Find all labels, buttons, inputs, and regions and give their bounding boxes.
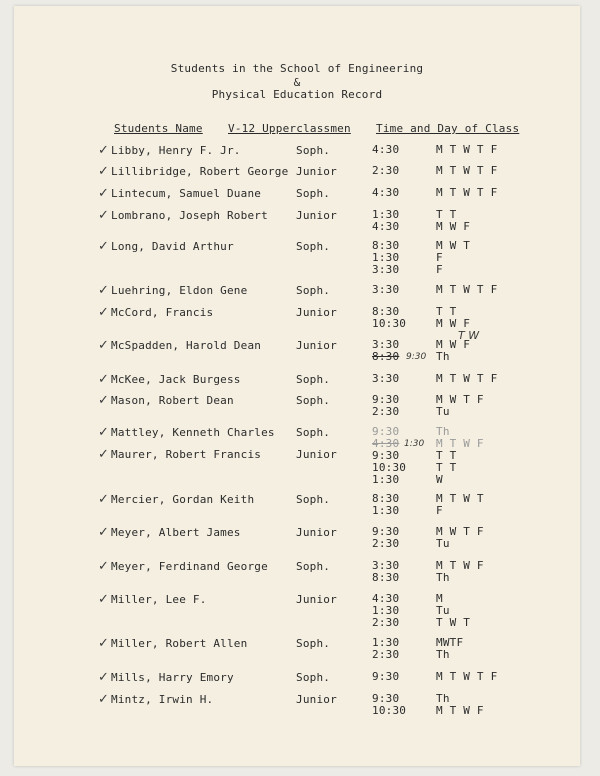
check-mark-icon: ✓ [98,492,109,507]
class-times: 4:30 [372,186,400,199]
check-mark-icon: ✓ [98,239,109,254]
class-days: M T W T F [436,670,498,683]
handwritten-days: T W [458,329,480,342]
class-times: 4:30 [372,143,400,156]
document-page [14,6,580,766]
class-days: T T T T W [436,449,457,486]
class-times: 1:30 4:30 [372,208,400,233]
column-header-class: V-12 Upperclassmen [228,122,351,135]
check-mark-icon: ✓ [98,283,109,298]
check-mark-icon: ✓ [98,143,109,158]
check-mark-icon: ✓ [98,447,109,462]
student-class: Junior [296,339,337,352]
class-days: Th M T W F [436,692,484,717]
class-times: 8:30 1:30 3:30 [372,239,400,276]
class-times: 9:30 2:30 [372,525,400,550]
class-times: 9:30 2:30 [372,393,400,418]
student-name: Lombrano, Joseph Robert [111,209,268,222]
student-name: Mason, Robert Dean [111,394,234,407]
student-name: Meyer, Albert James [111,526,241,539]
class-days: M W F Th [436,338,471,363]
class-days: M W T F Tu [436,525,484,550]
student-name: Libby, Henry F. Jr. [111,144,241,157]
title-line-2: & [293,76,301,89]
student-name: Mercier, Gordan Keith [111,493,255,506]
student-name: Luehring, Eldon Gene [111,284,248,297]
student-class: Soph. [296,373,331,386]
check-mark-icon: ✓ [98,393,109,408]
student-name: Mattley, Kenneth Charles [111,426,275,439]
table-row [14,448,580,488]
student-name: Miller, Lee F. [111,593,207,606]
class-days: M W T F Tu [436,393,484,418]
class-times: 3:30 8:30 [372,559,400,584]
class-times: 4:30 1:30 2:30 [372,592,400,629]
class-times: 9:30 4:30 [372,425,400,450]
student-class: Soph. [296,187,331,200]
class-days: M T W T F [436,372,498,385]
class-times: 3:30 8:30 [372,338,400,363]
check-mark-icon: ✓ [98,372,109,387]
class-times: 9:30 10:30 1:30 [372,449,407,486]
class-days: M T W T F [436,283,498,296]
table-row [14,593,580,633]
student-name: Lintecum, Samuel Duane [111,187,262,200]
student-name: Maurer, Robert Francis [111,448,262,461]
check-mark-icon: ✓ [98,338,109,353]
student-class: Soph. [296,426,331,439]
check-mark-icon: ✓ [98,692,109,707]
student-class: Soph. [296,671,331,684]
student-class: Junior [296,448,337,461]
class-days: M T W T F [436,186,498,199]
student-class: Soph. [296,394,331,407]
class-days: M T W F Th [436,559,484,584]
student-class: Junior [296,693,337,706]
check-mark-icon: ✓ [98,592,109,607]
student-name: McKee, Jack Burgess [111,373,241,386]
class-days: Th M T W F [436,425,484,450]
student-name: Miller, Robert Allen [111,637,248,650]
check-mark-icon: ✓ [98,425,109,440]
column-header-name: Students Name [114,122,203,135]
class-times: 9:30 10:30 [372,692,407,717]
student-class: Soph. [296,240,331,253]
class-days: T T M W F [436,208,471,233]
check-mark-icon: ✓ [98,670,109,685]
student-class: Soph. [296,637,331,650]
check-mark-icon: ✓ [98,525,109,540]
handwritten-time: 9:30 [406,352,427,362]
class-times: 1:30 2:30 [372,636,400,661]
student-name: Meyer, Ferdinand George [111,560,268,573]
check-mark-icon: ✓ [98,164,109,179]
student-class: Soph. [296,560,331,573]
student-name: Mills, Harry Emory [111,671,234,684]
student-class: Junior [296,593,337,606]
student-class: Junior [296,306,337,319]
class-days: M T W T F [436,492,484,517]
student-class: Soph. [296,144,331,157]
class-days: T T M W F [436,305,471,330]
class-times: 2:30 [372,164,400,177]
class-times: 9:30 [372,670,400,683]
student-name: Long, David Arthur [111,240,234,253]
check-mark-icon: ✓ [98,636,109,651]
class-times: 8:30 1:30 [372,492,400,517]
student-class: Junior [296,165,337,178]
class-times: 3:30 [372,372,400,385]
check-mark-icon: ✓ [98,305,109,320]
check-mark-icon: ✓ [98,208,109,223]
class-times: 8:30 10:30 [372,305,407,330]
class-days: M Tu T W T [436,592,471,629]
column-header-time-day: Time and Day of Class [376,122,520,135]
class-times: 3:30 [372,283,400,296]
student-name: Mintz, Irwin H. [111,693,214,706]
student-class: Soph. [296,284,331,297]
class-days: M T W T F [436,143,498,156]
handwritten-time: 1:30 [404,439,425,449]
title-line-3: Physical Education Record [211,88,383,101]
class-days: M T W T F [436,164,498,177]
student-name: McCord, Francis [111,306,214,319]
student-name: Lillibridge, Robert George [111,165,289,178]
check-mark-icon: ✓ [98,559,109,574]
student-class: Junior [296,209,337,222]
class-days: MWTF Th [436,636,464,661]
table-row [14,693,580,733]
title-line-1: Students in the School of Engineering [170,62,424,75]
student-class: Soph. [296,493,331,506]
table-row [14,240,580,280]
student-name: McSpadden, Harold Dean [111,339,262,352]
student-class: Junior [296,526,337,539]
check-mark-icon: ✓ [98,186,109,201]
class-days: M W T F F [436,239,471,276]
